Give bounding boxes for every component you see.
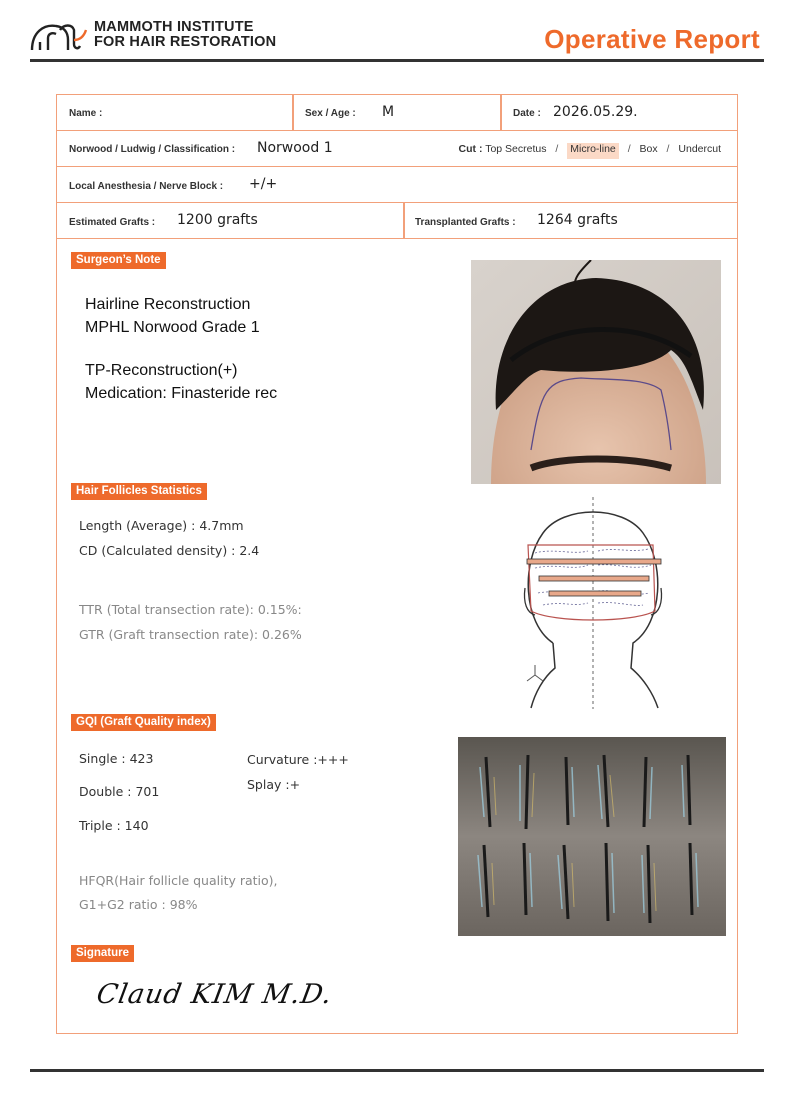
- gqi-curvature: Curvature :+++: [247, 752, 349, 767]
- surgeons-note-text: Hairline Reconstruction MPHL Norwood Grade 1 TP-Reconstruction(+) Medication: Finasteride rec: [85, 296, 278, 402]
- page-title: Operative Report: [544, 24, 760, 54]
- report-header: [30, 14, 764, 62]
- cut-option-top-secretus[interactable]: Top Secretus: [485, 143, 547, 155]
- date-label: Date :: [513, 108, 541, 119]
- graft-photo: [458, 737, 726, 936]
- date-value[interactable]: 2026.05.29.: [553, 104, 638, 120]
- cut-options: Cut : Top Secretus / Micro-line / Box / Undercut: [459, 143, 721, 155]
- anesthesia-label: Local Anesthesia / Nerve Block :: [69, 181, 224, 192]
- g1-g2-ratio: G1+G2 ratio : 98%: [79, 897, 198, 912]
- cut-option-box[interactable]: Box: [639, 143, 658, 155]
- anesthesia-value[interactable]: +/+: [249, 176, 278, 192]
- total-transection-rate: TTR (Total transection rate): 0.15%:: [79, 602, 302, 617]
- mammoth-logo-icon: [30, 18, 90, 54]
- gqi-single: Single : 423: [79, 751, 154, 766]
- hairline-photo: [471, 260, 721, 484]
- row-anesthesia: [57, 167, 737, 203]
- institute-name: MAMMOTH INSTITUTE FOR HAIR RESTORATION: [94, 19, 277, 50]
- length-average: Length (Average) : 4.7mm: [79, 518, 244, 533]
- gqi-heading: GQI (Graft Quality index): [71, 714, 216, 731]
- classification-value[interactable]: Norwood 1: [257, 140, 333, 156]
- cut-option-micro-line[interactable]: Micro-line: [567, 143, 619, 159]
- calculated-density: CD (Calculated density) : 2.4: [79, 543, 260, 558]
- doctor-signature: Claud KIM M.D.: [94, 979, 335, 1010]
- transplanted-grafts-value[interactable]: 1264 grafts: [537, 212, 618, 228]
- gqi-double: Double : 701: [79, 784, 160, 799]
- row-classification-cut: [57, 131, 737, 167]
- signature-heading: Signature: [71, 945, 134, 962]
- cut-label: Cut :: [458, 143, 483, 155]
- classification-label: Norwood / Ludwig / Classification :: [69, 144, 236, 155]
- row-name-sex-date: [57, 95, 737, 131]
- sex-age-label: Sex / Age :: [305, 108, 356, 119]
- sex-age-value[interactable]: M: [382, 104, 395, 120]
- footer-divider: [30, 1069, 764, 1072]
- follicle-stats-heading: Hair Follicles Statistics: [71, 483, 207, 500]
- report-form: [56, 94, 738, 1034]
- hfqr-label: HFQR(Hair follicle quality ratio),: [79, 873, 278, 888]
- cut-option-undercut[interactable]: Undercut: [678, 143, 721, 155]
- gqi-triple: Triple : 140: [79, 818, 149, 833]
- surgeons-note-heading: Surgeon’s Note: [71, 252, 166, 269]
- transplanted-grafts-label: Transplanted Grafts :: [415, 217, 516, 228]
- graft-transection-rate: GTR (Graft transection rate): 0.26%: [79, 627, 302, 642]
- head-diagram: [513, 493, 673, 713]
- gqi-splay: Splay :+: [247, 777, 301, 792]
- row-grafts: [57, 203, 737, 239]
- estimated-grafts-label: Estimated Grafts :: [69, 217, 156, 228]
- header-divider: [30, 59, 764, 62]
- name-label: Name :: [69, 108, 103, 119]
- estimated-grafts-value[interactable]: 1200 grafts: [177, 212, 258, 228]
